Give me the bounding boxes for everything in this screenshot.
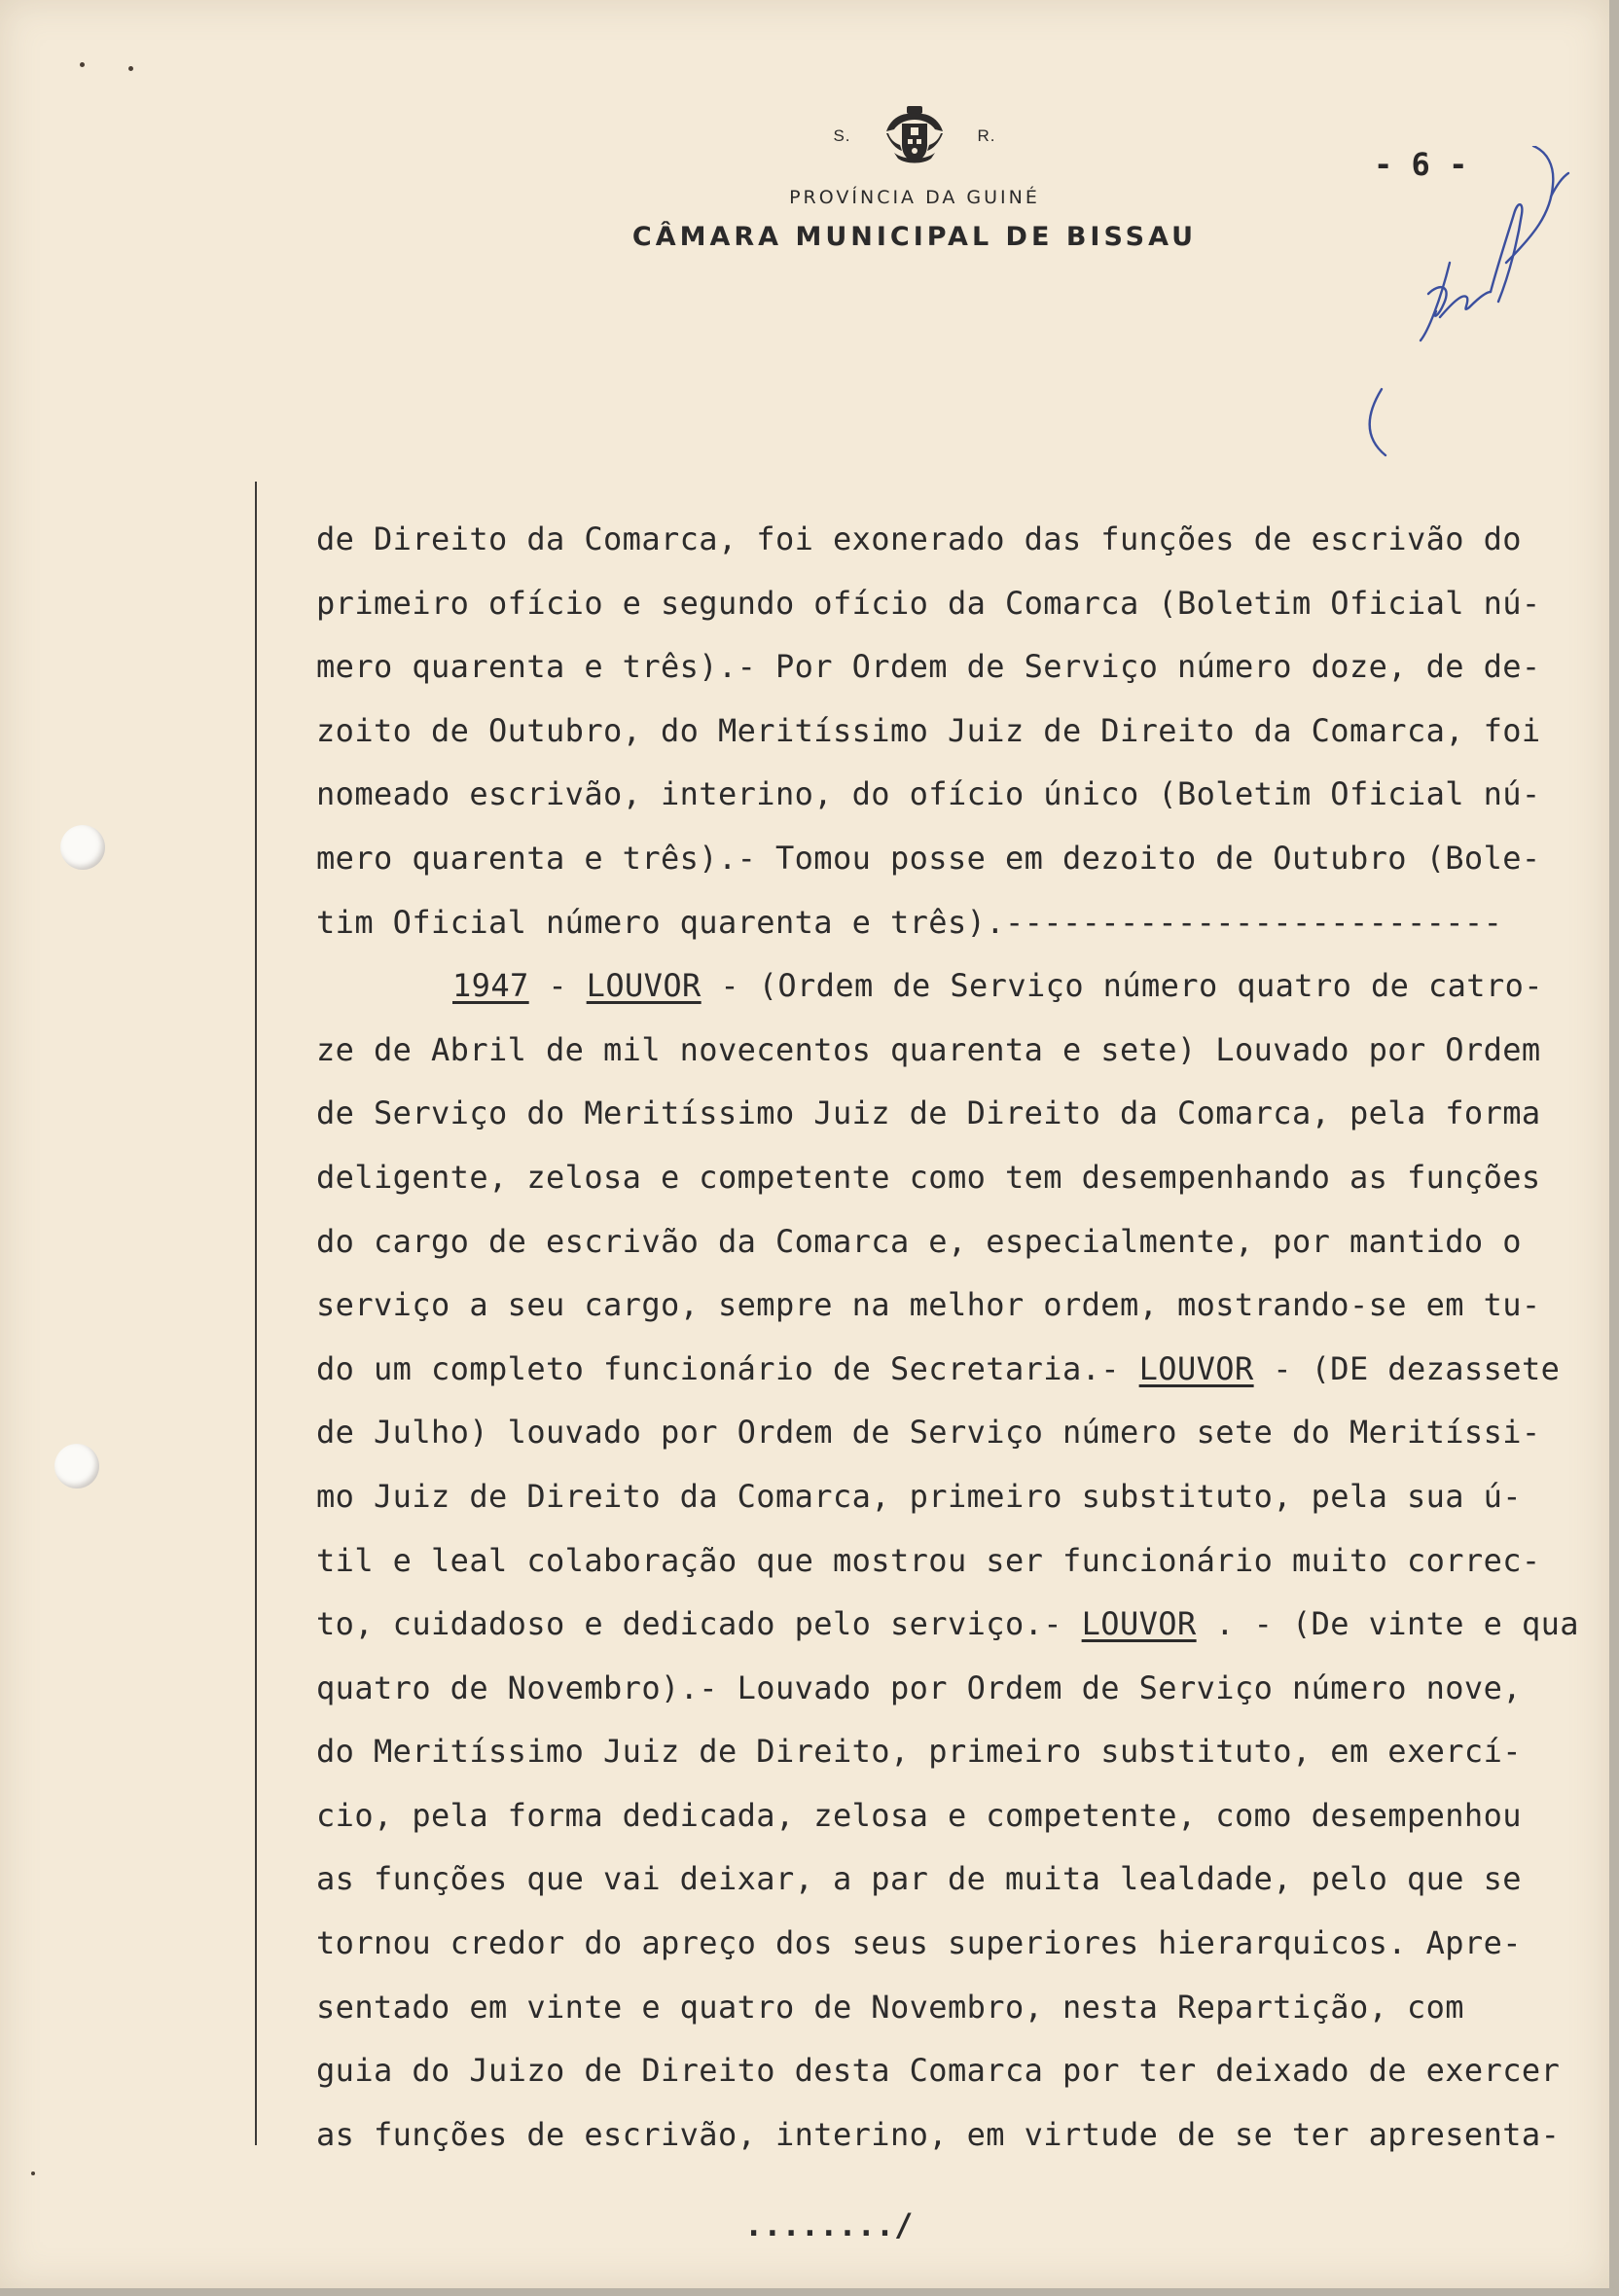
text-segment: . - (De vinte e qua — [1196, 1605, 1579, 1643]
text-segment: - (Ordem de Serviço número quatro de catro- — [701, 967, 1543, 1005]
paper-speck — [31, 2171, 35, 2175]
council-heading: CÂMARA MUNICIPAL DE BISSAU — [631, 222, 1198, 252]
punch-hole — [60, 825, 105, 870]
text-line: mero quarenta e três).- Tomou posse em dezoito de Outubro (Bole- — [316, 839, 1541, 877]
year-1947: 1947 — [452, 967, 529, 1005]
paper-speck — [128, 66, 133, 71]
text-line: mero quarenta e três).- Por Ordem de Serviço número doze, de de- — [316, 648, 1541, 686]
text-line — [316, 1338, 1581, 1402]
text-line — [316, 1593, 1581, 1657]
paragraph-1947-heading — [316, 954, 1581, 1019]
punch-hole — [54, 1444, 99, 1489]
text-segment: do um completo funcionário de Secretaria.- — [316, 1349, 1139, 1387]
text-line: sentado em vinte e quatro de Novembro, nesta Repartição, com — [316, 1988, 1464, 2026]
margin-rule — [255, 482, 257, 2145]
province-heading: PROVÍNCIA DA GUINÉ — [789, 187, 1040, 208]
coat-of-arms-icon — [881, 102, 949, 170]
letterhead-right-mark: R. — [977, 126, 996, 145]
text-line: as funções que vai deixar, a par de muita lealdade, pelo que se — [316, 1860, 1522, 1898]
letterhead — [545, 97, 1284, 252]
text-segment: to, cuidadoso e dedicado pelo serviço.- — [316, 1605, 1082, 1643]
text-line: cio, pela forma dedicada, zelosa e competente, como desempenhou — [316, 1796, 1522, 1834]
text-line: tim Oficial número quarenta e três).-------------------------- — [316, 903, 1503, 941]
louvor-heading: LOUVOR — [586, 967, 702, 1005]
text-line: mo Juiz de Direito da Comarca, primeiro substituto, pela sua ú- — [316, 1477, 1522, 1515]
page-number: - 6 - — [1374, 146, 1468, 183]
text-line: de Serviço do Meritíssimo Juiz de Direito da Comarca, pela forma — [316, 1094, 1541, 1132]
text-line: do cargo de escrivão da Comarca e, especialmente, por mantido o — [316, 1222, 1522, 1260]
text-line: primeiro ofício e segundo ofício da Comarca (Boletim Oficial nú- — [316, 584, 1541, 622]
louvor-heading: LOUVOR — [1081, 1605, 1197, 1643]
text-line: guia do Juizo de Direito desta Comarca por ter deixado de exercer — [316, 2052, 1561, 2090]
document-body — [316, 508, 1581, 2167]
continuation-mark: ......../ — [744, 2206, 914, 2243]
text-line: tornou credor do apreço dos seus superiores hierarquicos. Apre- — [316, 1924, 1522, 1962]
text-line: nomeado escrivão, interino, do ofício único (Boletim Oficial nú- — [316, 775, 1541, 813]
text-line: ze de Abril de mil novecentos quarenta e sete) Louvado por Ordem — [316, 1030, 1541, 1068]
text-line: zoito de Outubro, do Meritíssimo Juiz de Direito da Comarca, foi — [316, 711, 1541, 749]
paper-speck — [80, 62, 85, 67]
letterhead-left-mark: S. — [833, 126, 851, 145]
text-line: as funções de escrivão, interino, em virtude de se ter apresenta- — [316, 2115, 1561, 2153]
text-line: til e leal colaboração que mostrou ser funcionário muito correc- — [316, 1541, 1541, 1579]
text-line: de Julho) louvado por Ordem de Serviço número sete do Meritíssi- — [316, 1414, 1541, 1452]
text-line: deligente, zelosa e competente como tem desempenhando as funções — [316, 1158, 1541, 1196]
text-line: de Direito da Comarca, foi exonerado das funções de escrivão do — [316, 520, 1522, 557]
text-segment: - (DE dezassete — [1253, 1349, 1561, 1387]
text-line: serviço a seu cargo, sempre na melhor ordem, mostrando-se em tu- — [316, 1286, 1541, 1324]
text-line: do Meritíssimo Juiz de Direito, primeiro substituto, em exercí- — [316, 1733, 1522, 1771]
handwritten-signature — [1343, 146, 1586, 477]
text-line: quatro de Novembro).- Louvado por Ordem de Serviço número nove, — [316, 1668, 1522, 1706]
separator: - — [528, 967, 587, 1005]
louvor-heading: LOUVOR — [1138, 1349, 1254, 1387]
